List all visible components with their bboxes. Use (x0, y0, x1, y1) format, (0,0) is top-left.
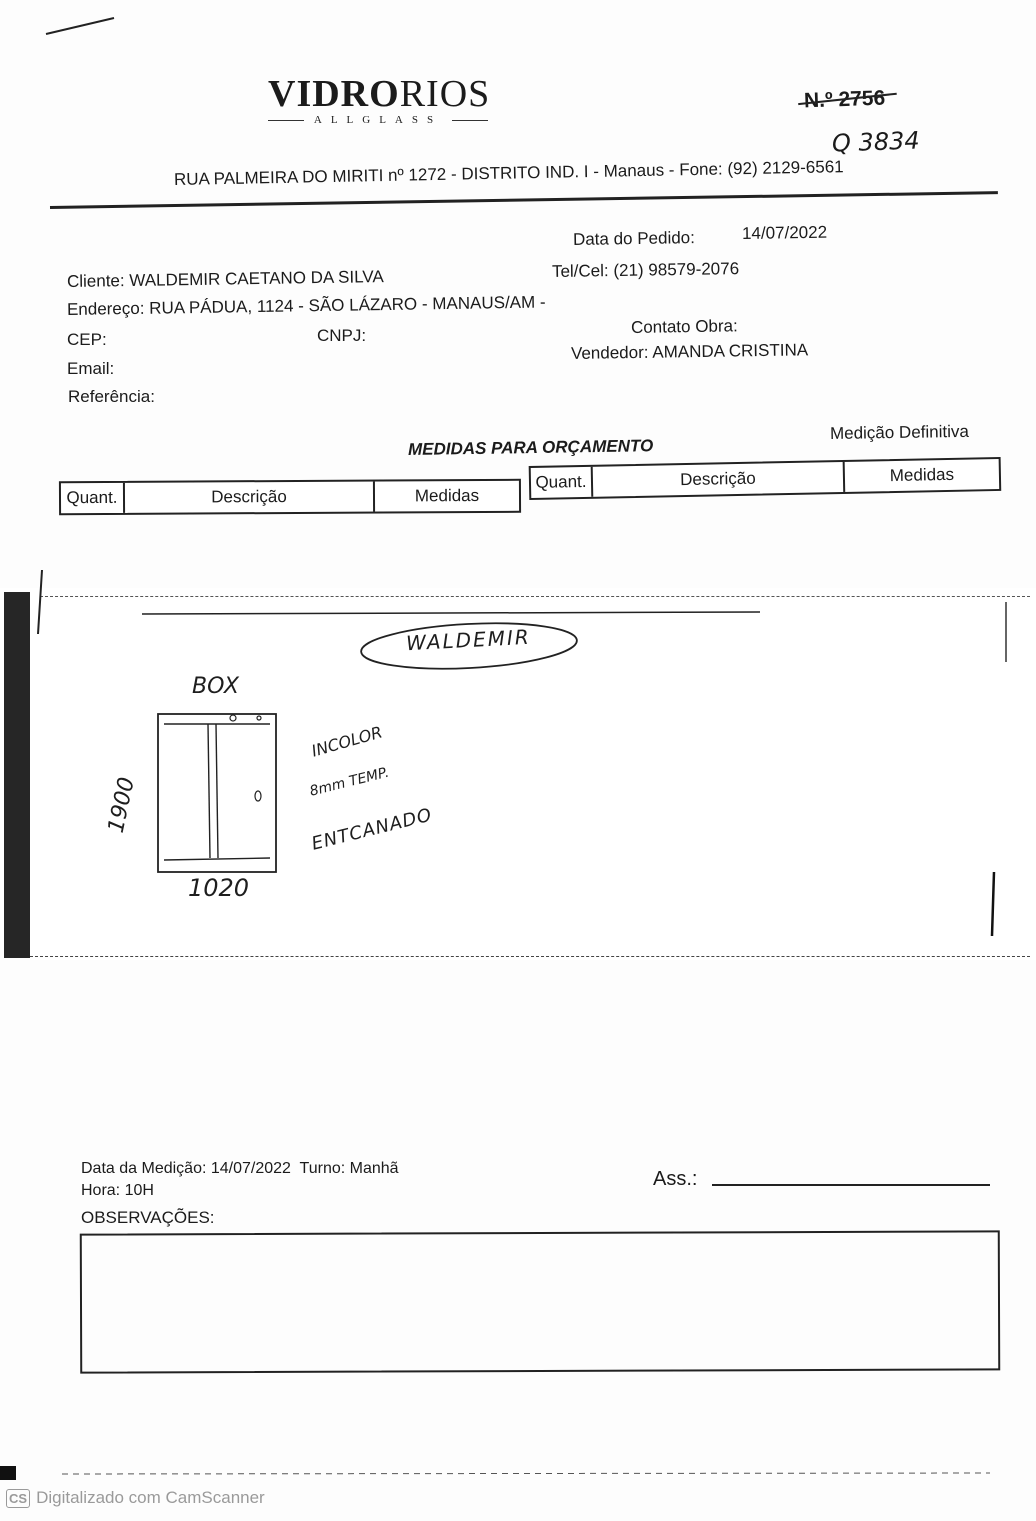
col-medidas: Medidas (414, 486, 480, 506)
camscanner-icon: CS (6, 1489, 30, 1508)
bottom-dashed-line (60, 1470, 1000, 1478)
scan-corner-mark (0, 1466, 16, 1480)
sketch-item-label: BOX (192, 674, 239, 699)
col-medidas: Medidas (889, 464, 955, 486)
logo-light-text: RIOS (399, 73, 491, 115)
measure-date: Data da Medição: 14/07/2022 Turno: Manhã (81, 1160, 399, 1177)
email-label: Email: (67, 359, 115, 378)
cep-label: CEP: (67, 330, 107, 349)
col-descricao: Descrição (125, 482, 375, 513)
measures-table-left (59, 479, 521, 515)
signature-label: Ass.: (653, 1168, 698, 1190)
sketch-note-finish: ENTCANADO (309, 804, 435, 855)
header-divider (50, 191, 998, 209)
pen-stroke-mark (40, 12, 120, 42)
measure-time: Hora: 10H (81, 1182, 154, 1199)
measures-table-right (529, 457, 1002, 500)
sketch-width-value: 1020 (188, 874, 250, 902)
client-name: Cliente: WALDEMIR CAETANO DA SILVA (66, 267, 384, 291)
sketch-height-value: 1900 (103, 775, 140, 836)
sketch-note-tempered: 8mm TEMP. (308, 764, 391, 800)
logo-bold-text: VIDRO (268, 73, 400, 115)
observations-box (80, 1230, 1000, 1373)
pen-stroke-left (30, 560, 50, 640)
sketch-note-glass: INCOLOR (309, 722, 385, 761)
col-quant: Quant. (61, 483, 125, 513)
fold-line-top (40, 596, 1030, 597)
client-phone: Tel/Cel: (21) 98579-2076 (551, 259, 740, 281)
company-logo (268, 72, 498, 132)
site-contact-label: Contato Obra: (630, 316, 738, 337)
pen-stroke-right (980, 590, 1020, 950)
company-address: RUA PALMEIRA DO MIRITI nº 1272 - DISTRITO IND. I - Manaus - Fone: (92) 2129-6561 (173, 157, 844, 189)
observations-label: OBSERVAÇÕES: (81, 1208, 215, 1227)
scanner-label: Digitalizado com CamScanner (36, 1488, 265, 1507)
client-address: Endereço: RUA PÁDUA, 1124 - SÃO LÁZARO - MANAUS/AM - (66, 292, 546, 319)
measures-title: MEDIDAS PARA ORÇAMENTO (407, 436, 654, 459)
handwritten-order-number: Q 3834 (831, 126, 921, 158)
reference-label: Referência: (68, 387, 155, 406)
cnpj-label: CNPJ: (317, 326, 367, 345)
logo-subtitle: ALLGLASS (268, 114, 488, 126)
shower-box-sketch (150, 706, 290, 878)
scan-edge-shadow (4, 592, 30, 958)
order-date-label: Data do Pedido: (572, 228, 696, 249)
col-descricao: Descrição (593, 462, 846, 497)
sketch-client-name: WALDEMIR (405, 624, 532, 656)
order-date-value: 14/07/2022 (741, 222, 828, 243)
seller-name: Vendedor: AMANDA CRISTINA (570, 340, 809, 363)
definitive-measure-label: Medição Definitiva (829, 421, 970, 443)
order-number: N.º 2756 (804, 87, 886, 114)
scanner-watermark (6, 1488, 265, 1508)
fold-line-bottom (30, 956, 1030, 957)
col-quant: Quant. (531, 467, 594, 498)
measure-shift: Turno: Manhã (299, 1160, 399, 1177)
signature-line (712, 1184, 990, 1186)
